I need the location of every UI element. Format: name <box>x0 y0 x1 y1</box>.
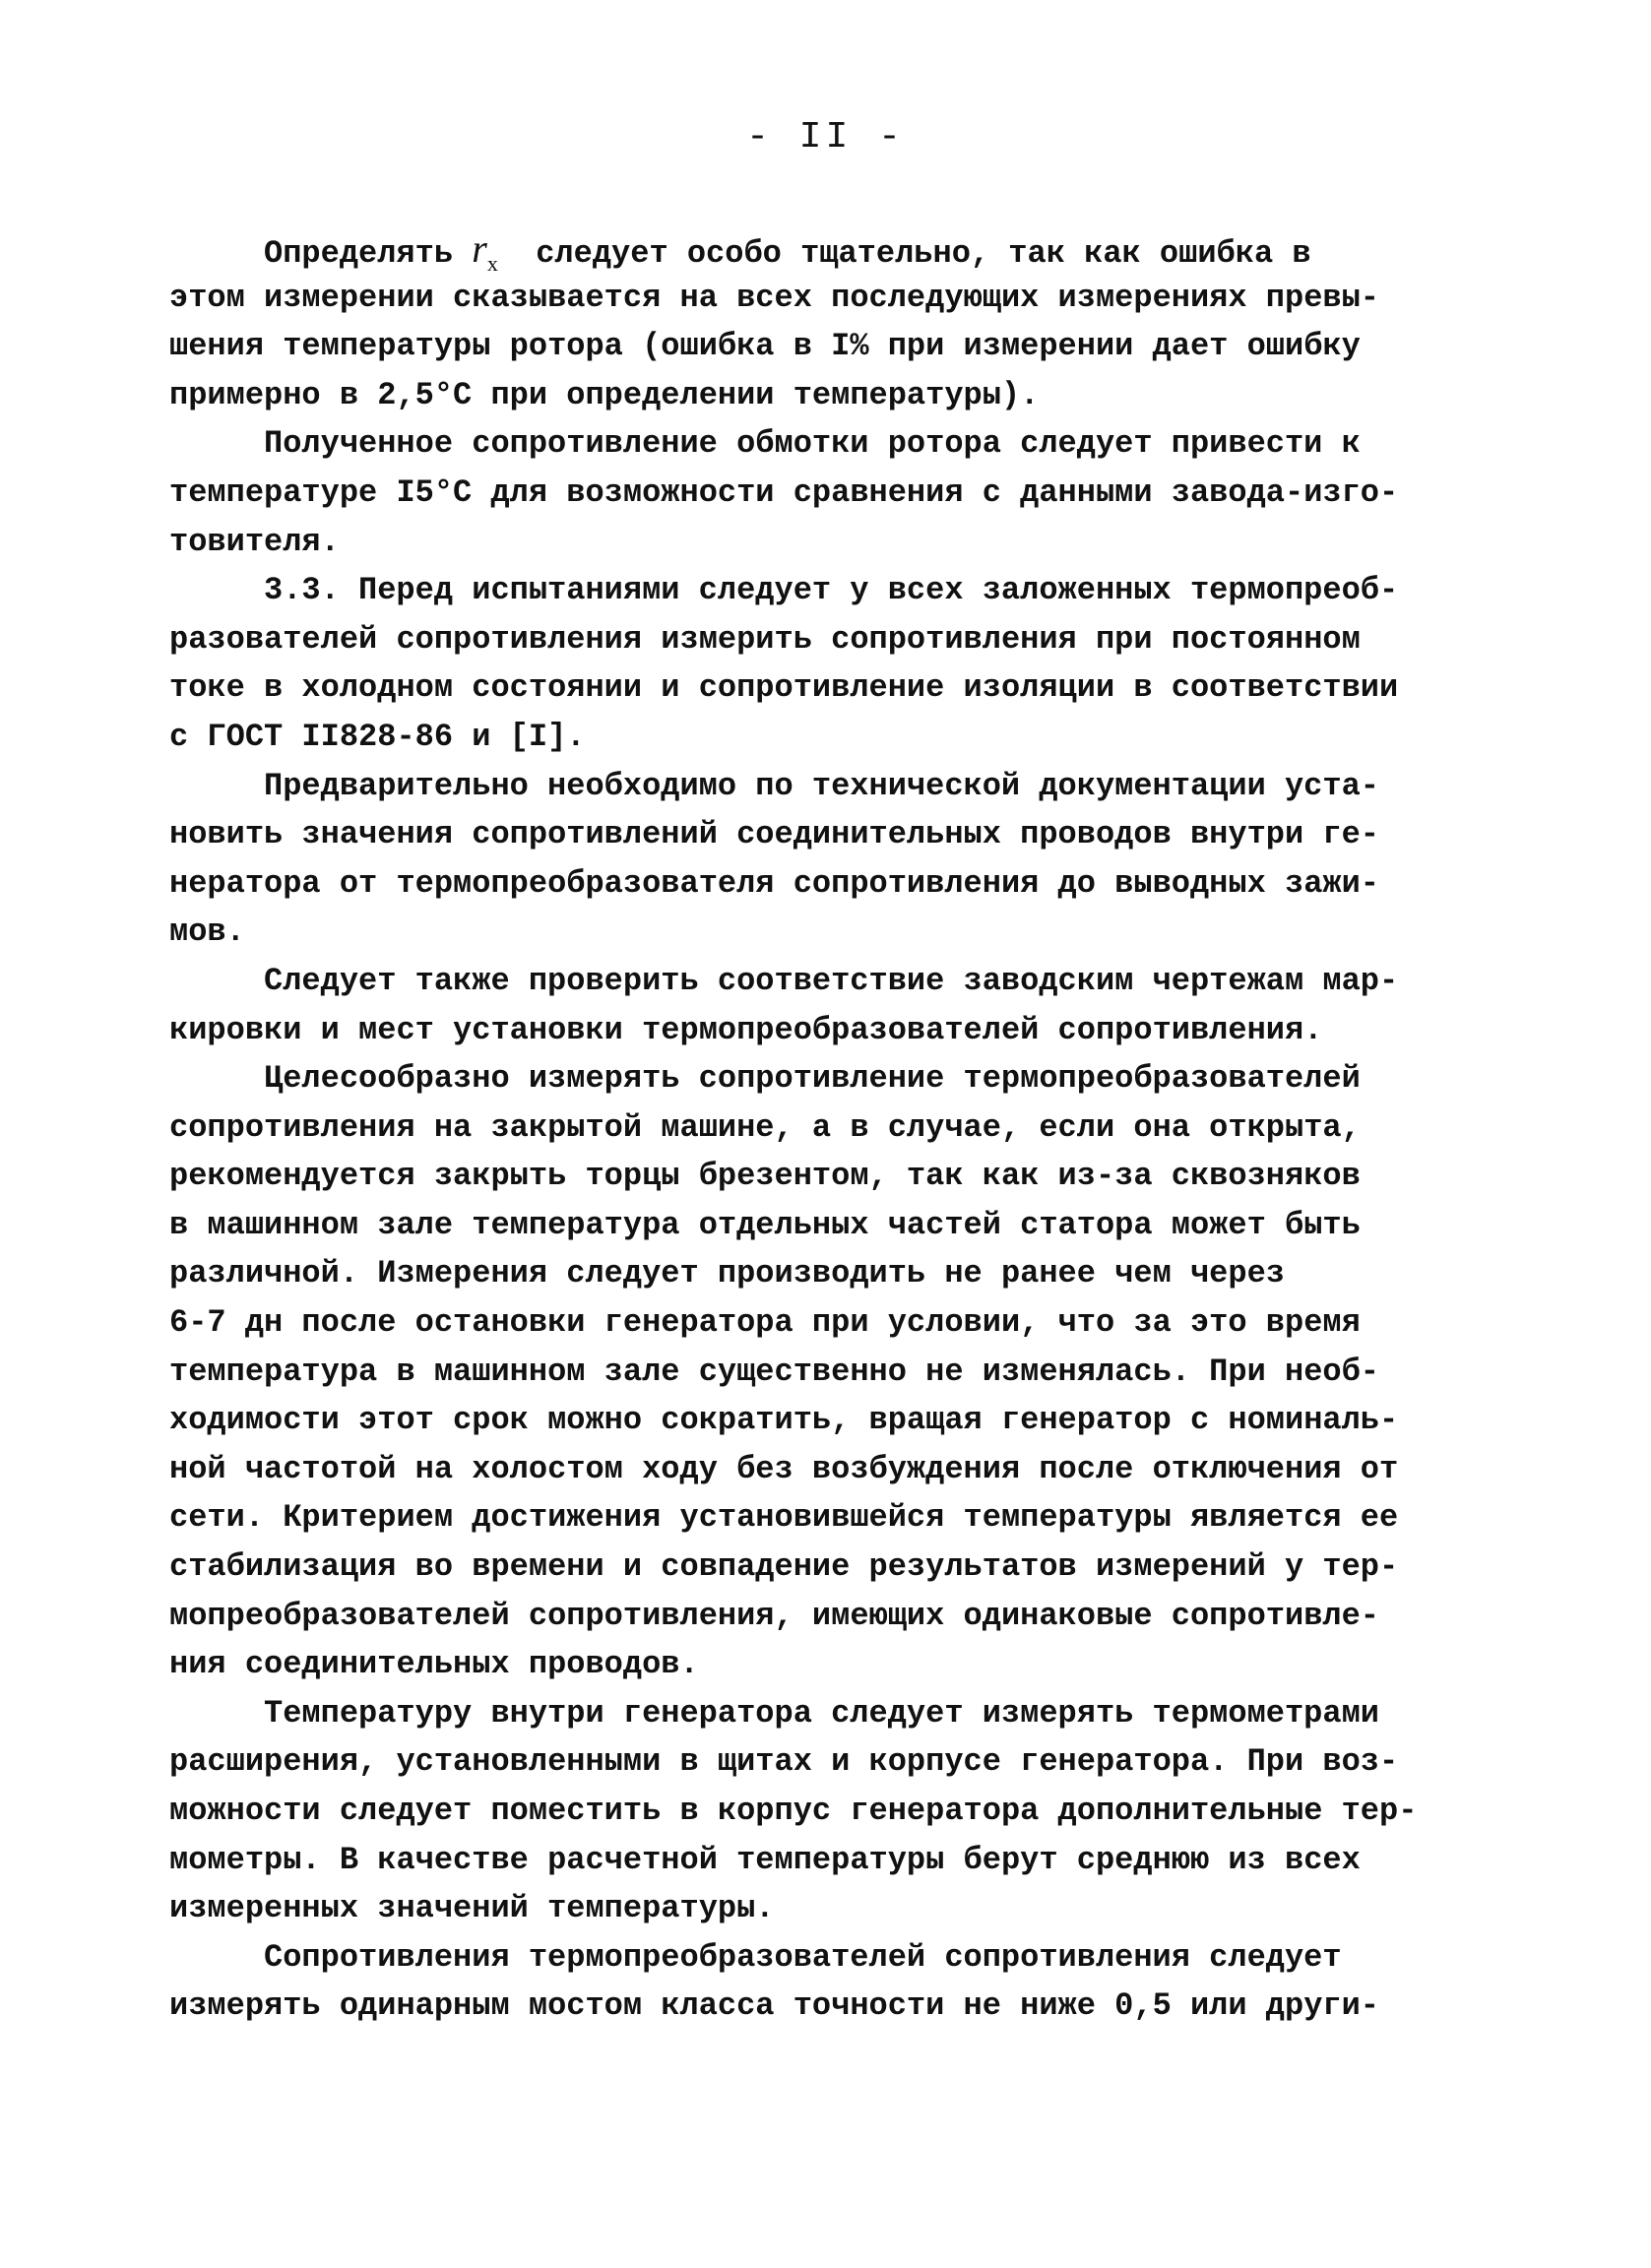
text-line-12: Предварительно необходимо по технической документации уста- <box>264 767 1379 804</box>
text-line-23: 6-7 дн после остановки генератора при условии, что за это время <box>169 1304 1361 1342</box>
text-line-6: температуре I5°С для возможности сравнения с данными завода-изго- <box>169 473 1399 511</box>
text-line-5: Полученное сопротивление обмотки ротора следует привести к <box>264 425 1361 463</box>
text-line-19: сопротивления на закрытой машине, а в случае, если она открыта, <box>169 1108 1361 1146</box>
text-line-26: ной частотой на холостом ходу без возбуждения после отключения от <box>169 1450 1399 1487</box>
text-line-33: можности следует поместить в корпус генератора дополнительные тер- <box>169 1793 1418 1829</box>
text-line-21: в машинном зале температура отдельных частей статора может быть <box>169 1206 1361 1243</box>
text-line-18: Целесообразно измерять сопротивление термопреобразователей <box>264 1060 1361 1098</box>
text-line-36: Сопротивления термопреобразователей сопротивления следует <box>264 1938 1342 1976</box>
text-line-22: различной. Измерения следует производить не ранее чем через <box>169 1255 1285 1292</box>
text-line-3: шения температуры ротора (ошибка в I% при измерении дает ошибку <box>169 328 1361 365</box>
text-line-10: токе в холодном состоянии и сопротивление изоляции в соответствии <box>169 669 1399 707</box>
text-line-29: мопреобразователей сопротивления, имеющих одинаковые сопротивле- <box>169 1597 1379 1634</box>
text-line-31: Температуру внутри генератора следует измерять термометрами <box>264 1694 1379 1732</box>
text-line-8: 3.3. Перед испытаниями следует у всех заложенных термопреоб- <box>264 572 1399 609</box>
text-line-37: измерять одинарным мостом класса точности не ниже 0,5 или други- <box>169 1987 1379 2025</box>
text-line-11: с ГОСТ II828-86 и [I]. <box>169 718 586 755</box>
text-line-7: товителя. <box>169 523 340 560</box>
text-line-20: рекомендуется закрыть торцы брезентом, так как из-за сквозняков <box>169 1158 1361 1195</box>
text-line-25: ходимости этот срок можно сократить, вращая генератор с номиналь- <box>169 1402 1399 1439</box>
text-line-13: новить значения сопротивлений соединительных проводов внутри ге- <box>169 816 1379 853</box>
text-line-16: Следует также проверить соответствие заводским чертежам мар- <box>264 962 1399 999</box>
first-line-start: Определять <box>264 235 473 272</box>
page-number: - II - <box>746 116 905 158</box>
text-line-24: температура в машинном зале существенно не изменялась. При необ- <box>169 1353 1379 1390</box>
text-line-34: мометры. В качестве расчетной температуры берут среднюю из всех <box>169 1841 1361 1878</box>
text-line-15: мов. <box>169 914 245 951</box>
text-line-28: стабилизация во времени и совпадение результатов измерений у тер- <box>169 1548 1399 1586</box>
text-line-17: кировки и мест установки термопреобразователей сопротивления. <box>169 1011 1323 1048</box>
text-line-35: измеренных значений температуры. <box>169 1890 775 1927</box>
text-line-9: разователей сопротивления измерить сопротивления при постоянном <box>169 620 1361 658</box>
resistance-symbol: $r_x$ <box>472 226 498 276</box>
first-line-end: следует особо тщательно, так как ошибка в <box>497 235 1311 272</box>
text-line-1 <box>169 224 1548 274</box>
text-line-30: ния соединительных проводов. <box>169 1646 699 1683</box>
resistance-subscript: x <box>486 251 498 276</box>
text-line-2: этом измерении сказывается на всех последующих измерениях превы- <box>169 279 1379 316</box>
body-text <box>169 224 1548 2031</box>
text-line-4: примерно в 2,5°С при определении температуры). <box>169 376 1040 413</box>
text-line-14: нератора от термопреобразователя сопротивления до выводных зажи- <box>169 864 1379 902</box>
text-line-32: расширения, установленными в щитах и корпусе генератора. При воз- <box>169 1743 1399 1781</box>
text-line-27: сети. Критерием достижения установившейся температуры является ее <box>169 1499 1399 1537</box>
